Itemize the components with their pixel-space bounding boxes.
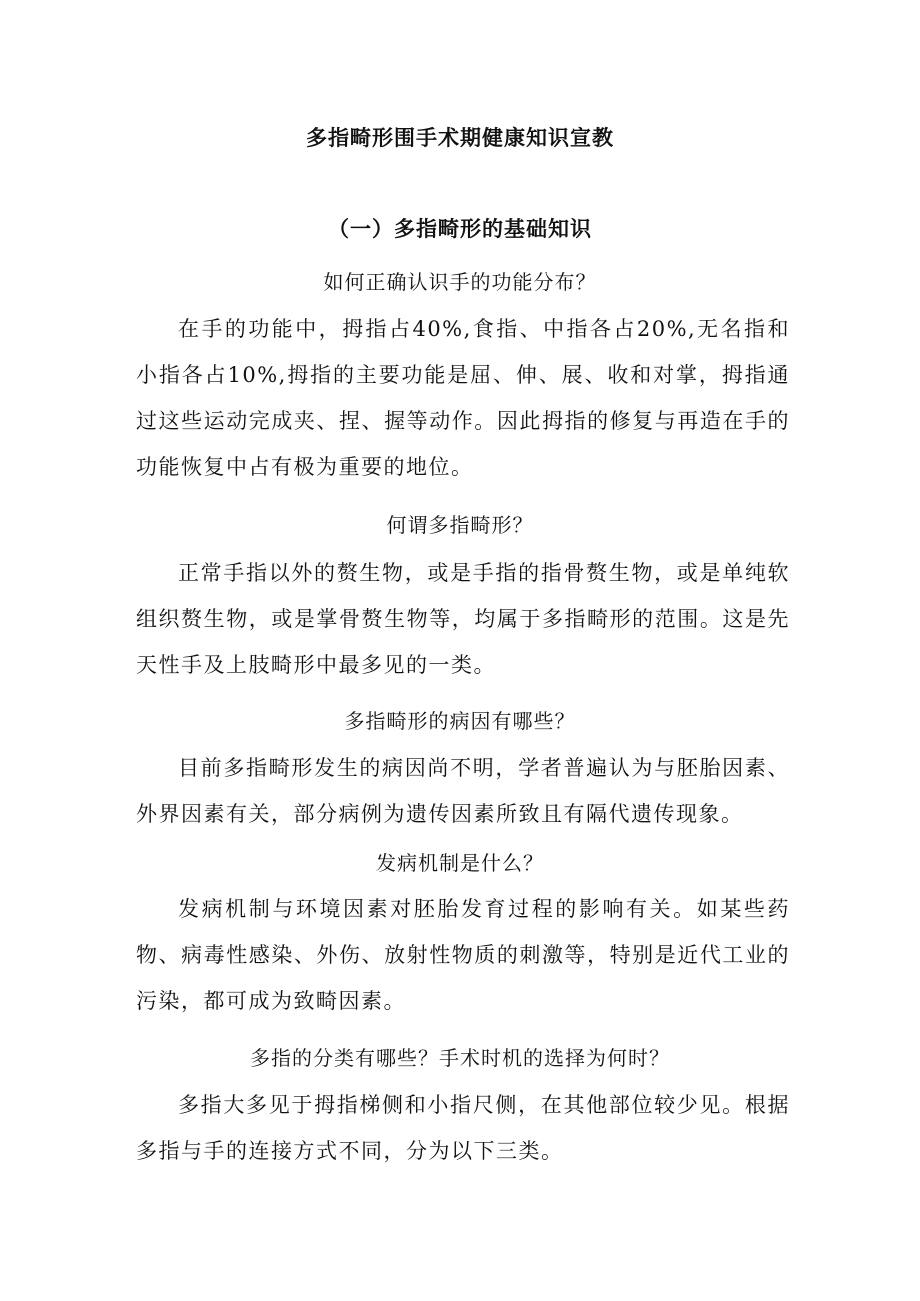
document-title: 多指畸形围手术期健康知识宣教 <box>306 125 614 150</box>
section-title: （一）多指畸形的基础知识 <box>328 216 592 241</box>
question-heading: 如何正确认识手的功能分布？ <box>323 270 597 294</box>
answer-paragraph: 多指大多见于拇指梯侧和小指尺侧，在其他部位较少见。根据多指与手的连接方式不同，分为以下三类。 <box>136 1093 790 1163</box>
answer-paragraph: 发病机制与环境因素对胚胎发育过程的影响有关。如某些药物、病毒性感染、外伤、放射性物质的刺激等，特别是近代工业的污染，都可成为致畸因素。 <box>136 897 790 1013</box>
question-heading: 多指畸形的病因有哪些？ <box>344 709 576 733</box>
question-heading: 何谓多指畸形？ <box>386 513 534 537</box>
question-heading: 多指的分类有哪些？手术时机的选择为何时？ <box>250 1046 670 1070</box>
answer-paragraph: 正常手指以外的赘生物，或是手指的指骨赘生物，或是单纯软组织赘生物，或是掌骨赘生物等，均属于多指畸形的范围。这是先天性手及上肢畸形中最多见的一类。 <box>136 561 790 677</box>
answer-paragraph: 目前多指畸形发生的病因尚不明，学者普遍认为与胚胎因素、外界因素有关，部分病例为遗传因素所致且有隔代遗传现象。 <box>136 756 790 826</box>
answer-paragraph: 在手的功能中，拇指占40%,食指、中指各占20%,无名指和小指各占10%,拇指的主要功能是屈、伸、展、收和对掌，拇指通过这些运动完成夹、捏、握等动作。因此拇指的修复与再造在手的功能恢复中占有极为重要的地位。 <box>136 317 790 479</box>
question-heading: 发病机制是什么？ <box>376 851 544 875</box>
